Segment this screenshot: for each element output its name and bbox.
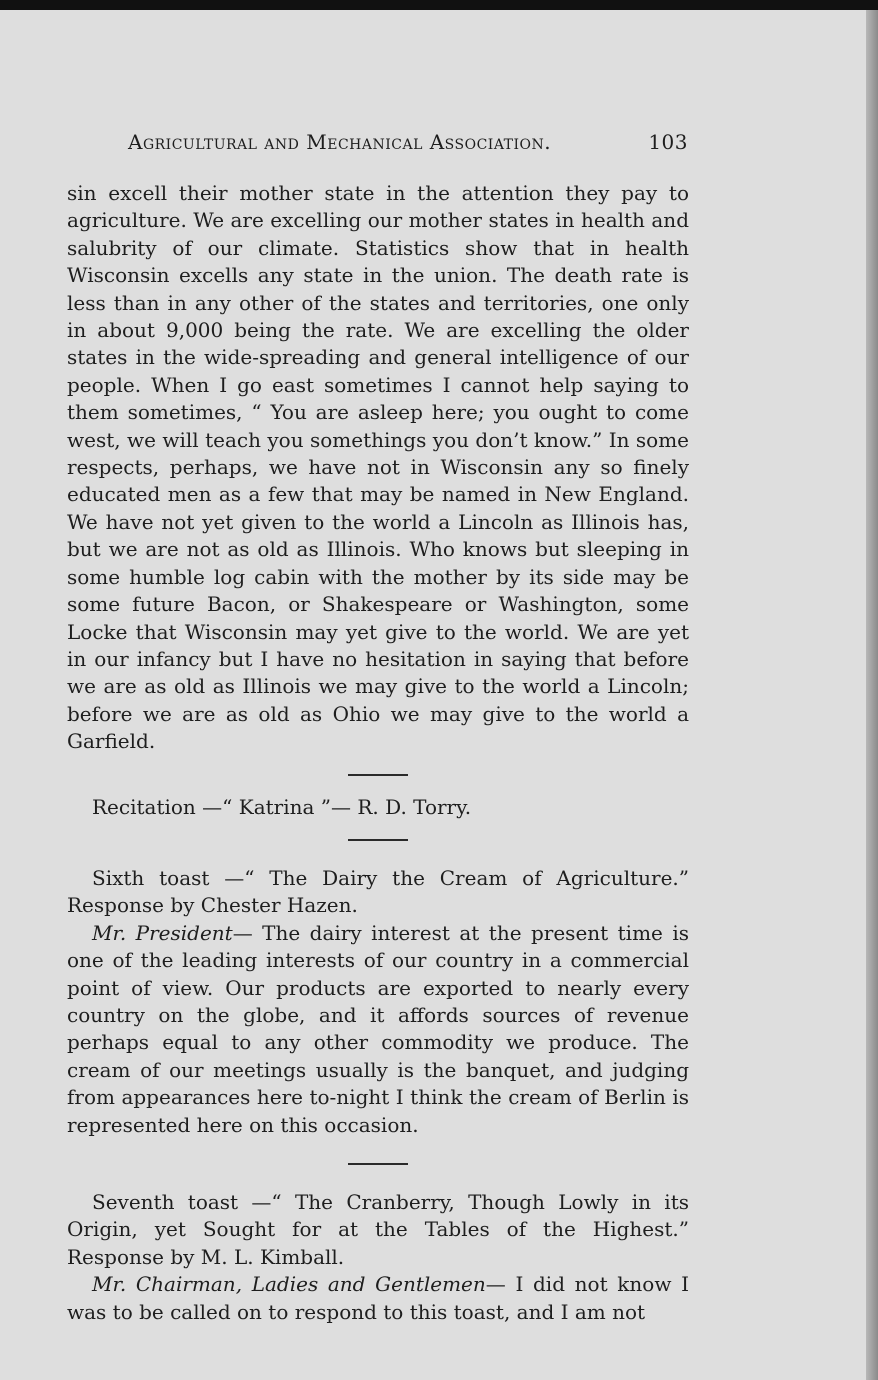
speaker-address: Mr. President <box>92 920 233 945</box>
speech-text: — The dairy interest at the present time is one of the leading interests of our country in a commercial point of view. Our products are exported to nearly every country on the globe, and it affords sources of revenue perhaps equal to any other commodity we produce. The cream of our meetings usually is the banquet, and judging from appearances here to-night I think the cream of Berlin is represented here on this occasion. <box>67 920 689 1137</box>
running-title: Agricultural and Mechanical Association. <box>128 130 552 154</box>
sixth-toast: Sixth toast —“ The Dairy the Cream of Agriculture.” Response by Chester Hazen. <box>67 865 689 918</box>
page-number: 103 <box>648 130 688 154</box>
page-edge-shadow <box>866 10 878 1380</box>
book-page <box>0 10 866 1380</box>
running-header <box>128 130 688 154</box>
paragraph-wisconsin-speech: sin excell their mother state in the attention they pay to agriculture. We are excelling our mother states in health and salubrity of our climate. Statistics show that in health Wisconsin excells any state in the union. The death rate is less than in any other of the states and territories, one only in about 9,000 being the rate. We are excelling the older states in the wide-spreading and general intelligence of our people. When I go east sometimes I cannot help saying to them sometimes, “ You are asleep here; you ought to come west, we will teach you somethings you don’t know.” In some respects, perhaps, we have not in Wisconsin any so finely educated men as a few that may be named in New England. We have not yet given to the world a Lincoln as Illinois has, but we are not as old as Illinois. Who knows but sleeping in some humble log cabin with the mother by its side may be some future Bacon, or Shakespeare or Washington, some Locke that Wisconsin may yet give to the world. We are yet in our infancy but I have no hesitation in saying that before we are as old as Illinois we may give to the world a Lincoln; before we are as old as Ohio we may give to the world a Garfield. <box>67 181 689 754</box>
speech-text: — I did not know I was to be called on to respond to this toast, and I am not <box>67 1272 689 1324</box>
kimball-response <box>67 1271 689 1326</box>
speaker-address: Mr. Chairman, Ladies and Gentlemen <box>92 1272 486 1297</box>
hazen-response <box>67 920 689 1139</box>
page-body <box>67 180 689 1326</box>
seventh-toast: Seventh toast —“ The Cranberry, Though Lowly in its Origin, yet Sought for at the Tables of the Highest.” Response by M. L. Kimball. <box>67 1190 689 1269</box>
recitation-line: Recitation —“ Katrina ”— R. D. Torry. <box>92 794 472 819</box>
